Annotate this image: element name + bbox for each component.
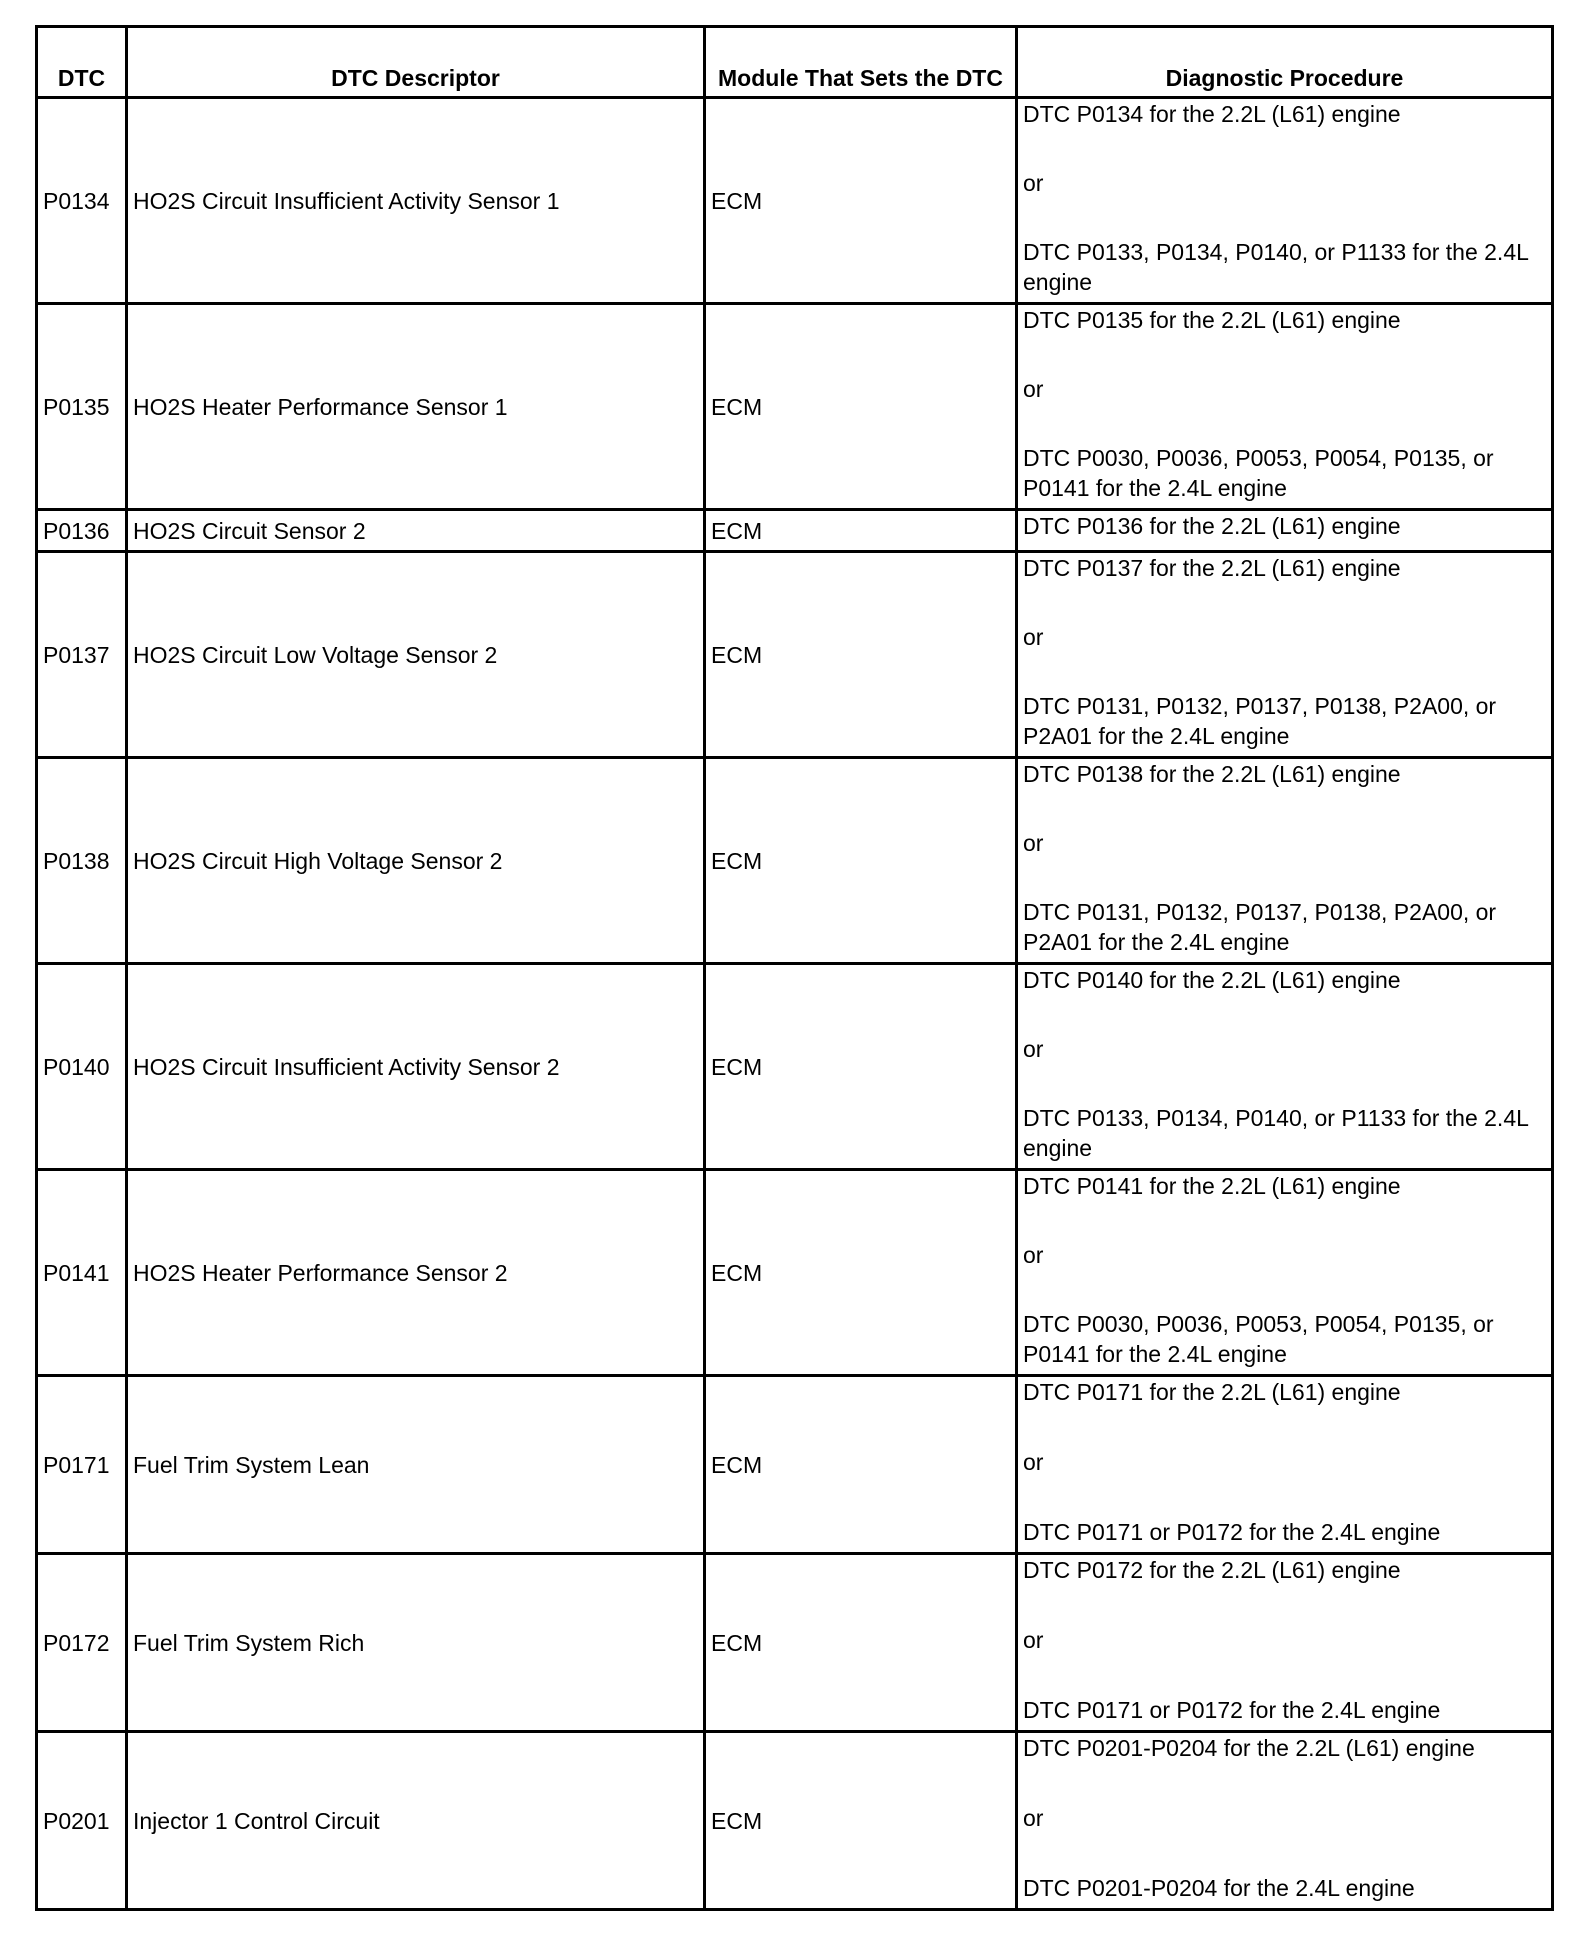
dtc-code: P0135 [37, 304, 127, 510]
dtc-descriptor: HO2S Circuit Sensor 2 [127, 510, 705, 552]
diagnostic-procedure [1017, 552, 1553, 758]
procedure-first: DTC P0137 for the 2.2L (L61) engine [1023, 555, 1401, 581]
dtc-code: P0137 [37, 552, 127, 758]
dtc-module: ECM [705, 552, 1017, 758]
dtc-module: ECM [705, 758, 1017, 964]
header-descriptor: DTC Descriptor [127, 27, 705, 98]
table-row [37, 1732, 1553, 1910]
diagnostic-procedure [1017, 510, 1553, 552]
dtc-module: ECM [705, 1554, 1017, 1732]
dtc-code: P0138 [37, 758, 127, 964]
dtc-module: ECM [705, 1732, 1017, 1910]
table-row [37, 758, 1553, 964]
procedure-or: or [1023, 830, 1044, 856]
procedure-or: or [1023, 1036, 1044, 1062]
procedure-first: DTC P0201-P0204 for the 2.2L (L61) engine [1023, 1735, 1475, 1761]
diagnostic-procedure [1017, 1170, 1553, 1376]
diagnostic-procedure [1017, 964, 1553, 1170]
table-row [37, 1376, 1553, 1554]
procedure-first: DTC P0134 for the 2.2L (L61) engine [1023, 101, 1401, 127]
procedure-second: DTC P0133, P0134, P0140, or P1133 for the 2.4L engine [1023, 239, 1529, 295]
diagnostic-procedure [1017, 98, 1553, 304]
procedure-second: DTC P0171 or P0172 for the 2.4L engine [1023, 1519, 1441, 1545]
diagnostic-procedure [1017, 304, 1553, 510]
dtc-descriptor: Fuel Trim System Lean [127, 1376, 705, 1554]
dtc-descriptor: HO2S Circuit Insufficient Activity Sensor 1 [127, 98, 705, 304]
dtc-code: P0201 [37, 1732, 127, 1910]
header-procedure: Diagnostic Procedure [1017, 27, 1553, 98]
procedure-first: DTC P0138 for the 2.2L (L61) engine [1023, 761, 1401, 787]
dtc-table [35, 25, 1554, 1911]
procedure-or: or [1023, 624, 1044, 650]
dtc-descriptor: HO2S Circuit High Voltage Sensor 2 [127, 758, 705, 964]
procedure-second: DTC P0131, P0132, P0137, P0138, P2A00, or P2A01 for the 2.4L engine [1023, 693, 1497, 749]
procedure-second: DTC P0131, P0132, P0137, P0138, P2A00, or P2A01 for the 2.4L engine [1023, 899, 1497, 955]
dtc-module: ECM [705, 510, 1017, 552]
diagnostic-procedure [1017, 758, 1553, 964]
table-row [37, 1554, 1553, 1732]
table-row [37, 98, 1553, 304]
procedure-or: or [1023, 1627, 1044, 1653]
dtc-descriptor: HO2S Heater Performance Sensor 2 [127, 1170, 705, 1376]
procedure-first: DTC P0136 for the 2.2L (L61) engine [1023, 513, 1401, 539]
dtc-module: ECM [705, 304, 1017, 510]
diagnostic-procedure [1017, 1554, 1553, 1732]
procedure-or: or [1023, 1805, 1044, 1831]
dtc-module: ECM [705, 1376, 1017, 1554]
procedure-first: DTC P0141 for the 2.2L (L61) engine [1023, 1173, 1401, 1199]
table-row [37, 1170, 1553, 1376]
dtc-code: P0172 [37, 1554, 127, 1732]
dtc-module: ECM [705, 1170, 1017, 1376]
procedure-second: DTC P0171 or P0172 for the 2.4L engine [1023, 1697, 1441, 1723]
procedure-or: or [1023, 1449, 1044, 1475]
dtc-code: P0141 [37, 1170, 127, 1376]
dtc-descriptor: Injector 1 Control Circuit [127, 1732, 705, 1910]
dtc-code: P0140 [37, 964, 127, 1170]
dtc-module: ECM [705, 964, 1017, 1170]
dtc-descriptor: Fuel Trim System Rich [127, 1554, 705, 1732]
table-row [37, 304, 1553, 510]
diagnostic-procedure [1017, 1376, 1553, 1554]
header-module: Module That Sets the DTC [705, 27, 1017, 98]
diagnostic-procedure [1017, 1732, 1553, 1910]
dtc-module: ECM [705, 98, 1017, 304]
procedure-first: DTC P0171 for the 2.2L (L61) engine [1023, 1379, 1401, 1405]
dtc-code: P0171 [37, 1376, 127, 1554]
procedure-second: DTC P0030, P0036, P0053, P0054, P0135, or P0141 for the 2.4L engine [1023, 1311, 1494, 1367]
procedure-second: DTC P0133, P0134, P0140, or P1133 for the 2.4L engine [1023, 1105, 1529, 1161]
dtc-descriptor: HO2S Circuit Low Voltage Sensor 2 [127, 552, 705, 758]
procedure-first: DTC P0135 for the 2.2L (L61) engine [1023, 307, 1401, 333]
table-row [37, 552, 1553, 758]
procedure-first: DTC P0140 for the 2.2L (L61) engine [1023, 967, 1401, 993]
table-row [37, 964, 1553, 1170]
header-row [37, 27, 1553, 98]
dtc-descriptor: HO2S Heater Performance Sensor 1 [127, 304, 705, 510]
procedure-first: DTC P0172 for the 2.2L (L61) engine [1023, 1557, 1401, 1583]
dtc-descriptor: HO2S Circuit Insufficient Activity Sensor 2 [127, 964, 705, 1170]
header-dtc: DTC [37, 27, 127, 98]
dtc-code: P0136 [37, 510, 127, 552]
procedure-or: or [1023, 376, 1044, 402]
procedure-second: DTC P0201-P0204 for the 2.4L engine [1023, 1875, 1415, 1901]
procedure-or: or [1023, 170, 1044, 196]
dtc-code: P0134 [37, 98, 127, 304]
table-row [37, 510, 1553, 552]
procedure-or: or [1023, 1242, 1044, 1268]
procedure-second: DTC P0030, P0036, P0053, P0054, P0135, or P0141 for the 2.4L engine [1023, 445, 1494, 501]
